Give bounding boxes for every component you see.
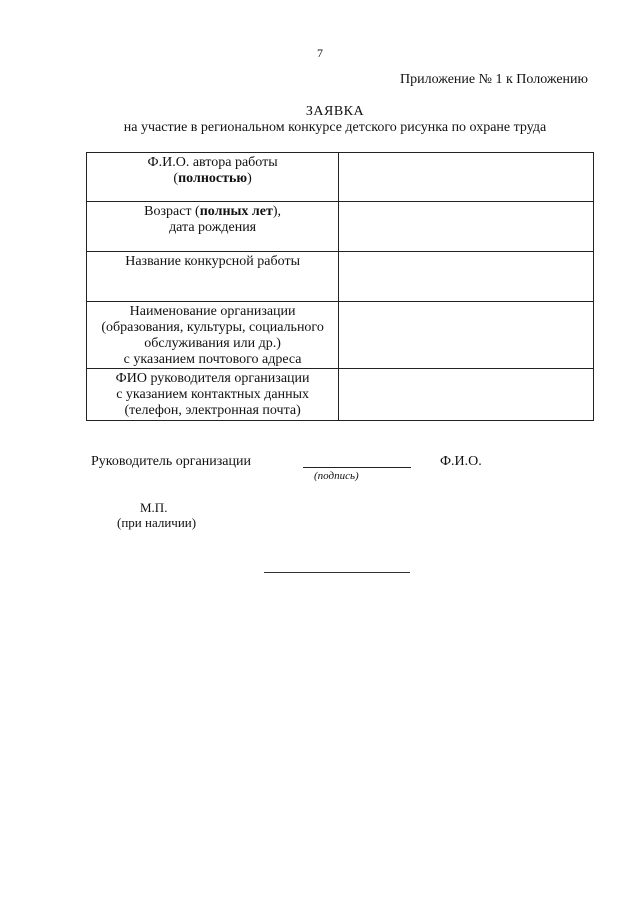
form-row-work-title bbox=[87, 252, 594, 302]
label-text: ) bbox=[247, 171, 252, 186]
form-row-author bbox=[87, 153, 594, 202]
label-line: (телефон, электронная почта) bbox=[124, 403, 301, 418]
form-row-age bbox=[87, 202, 594, 252]
label-text: ( bbox=[173, 171, 179, 186]
form-label-work-title bbox=[87, 252, 339, 302]
form-label-head bbox=[87, 369, 339, 421]
label-line bbox=[87, 204, 338, 220]
label-emphasis: полностью bbox=[178, 171, 248, 186]
page-number: 7 bbox=[317, 46, 323, 60]
label-line: (образования, культуры, социального bbox=[101, 320, 324, 335]
document-subtitle: на участие в региональном конкурсе детского рисунка по охране труда bbox=[123, 120, 547, 135]
signature-label: Руководитель организации bbox=[91, 454, 251, 469]
label-line: с указанием контактных данных bbox=[116, 387, 309, 402]
document-title: ЗАЯВКА bbox=[305, 104, 365, 119]
form-row-head bbox=[87, 369, 594, 421]
label-line bbox=[87, 171, 338, 187]
form-field-work-title[interactable] bbox=[339, 252, 594, 302]
closing-divider bbox=[264, 572, 410, 573]
form-field-age[interactable] bbox=[339, 202, 594, 252]
form-row-organization bbox=[87, 302, 594, 369]
label-line: с указанием почтового адреса bbox=[123, 352, 302, 367]
stamp-note: (при наличии) bbox=[117, 515, 197, 530]
label-line: Наименование организации bbox=[129, 304, 296, 319]
form-field-organization[interactable] bbox=[339, 302, 594, 369]
form-label-age bbox=[87, 202, 339, 252]
application-form-table bbox=[86, 152, 594, 421]
signature-line[interactable] bbox=[303, 467, 411, 468]
label-line: обслуживания или др.) bbox=[144, 336, 281, 351]
label-text: ), bbox=[272, 204, 282, 219]
signature-fio-label: Ф.И.О. bbox=[440, 454, 482, 469]
stamp-label: М.П. bbox=[140, 500, 168, 515]
form-field-head[interactable] bbox=[339, 369, 594, 421]
label-line: Название конкурсной работы bbox=[125, 254, 300, 269]
form-field-author[interactable] bbox=[339, 153, 594, 202]
label-line: Ф.И.О. автора работы bbox=[147, 155, 278, 170]
signature-caption: (подпись) bbox=[314, 470, 359, 482]
appendix-reference: Приложение № 1 к Положению bbox=[399, 72, 588, 87]
label-emphasis: полных лет bbox=[199, 204, 273, 219]
signature-block bbox=[0, 454, 640, 494]
label-text: Возраст ( bbox=[144, 204, 200, 219]
label-line: дата рождения bbox=[169, 220, 257, 235]
label-line: ФИО руководителя организации bbox=[115, 371, 310, 386]
form-label-organization bbox=[87, 302, 339, 369]
form-label-author bbox=[87, 153, 339, 202]
